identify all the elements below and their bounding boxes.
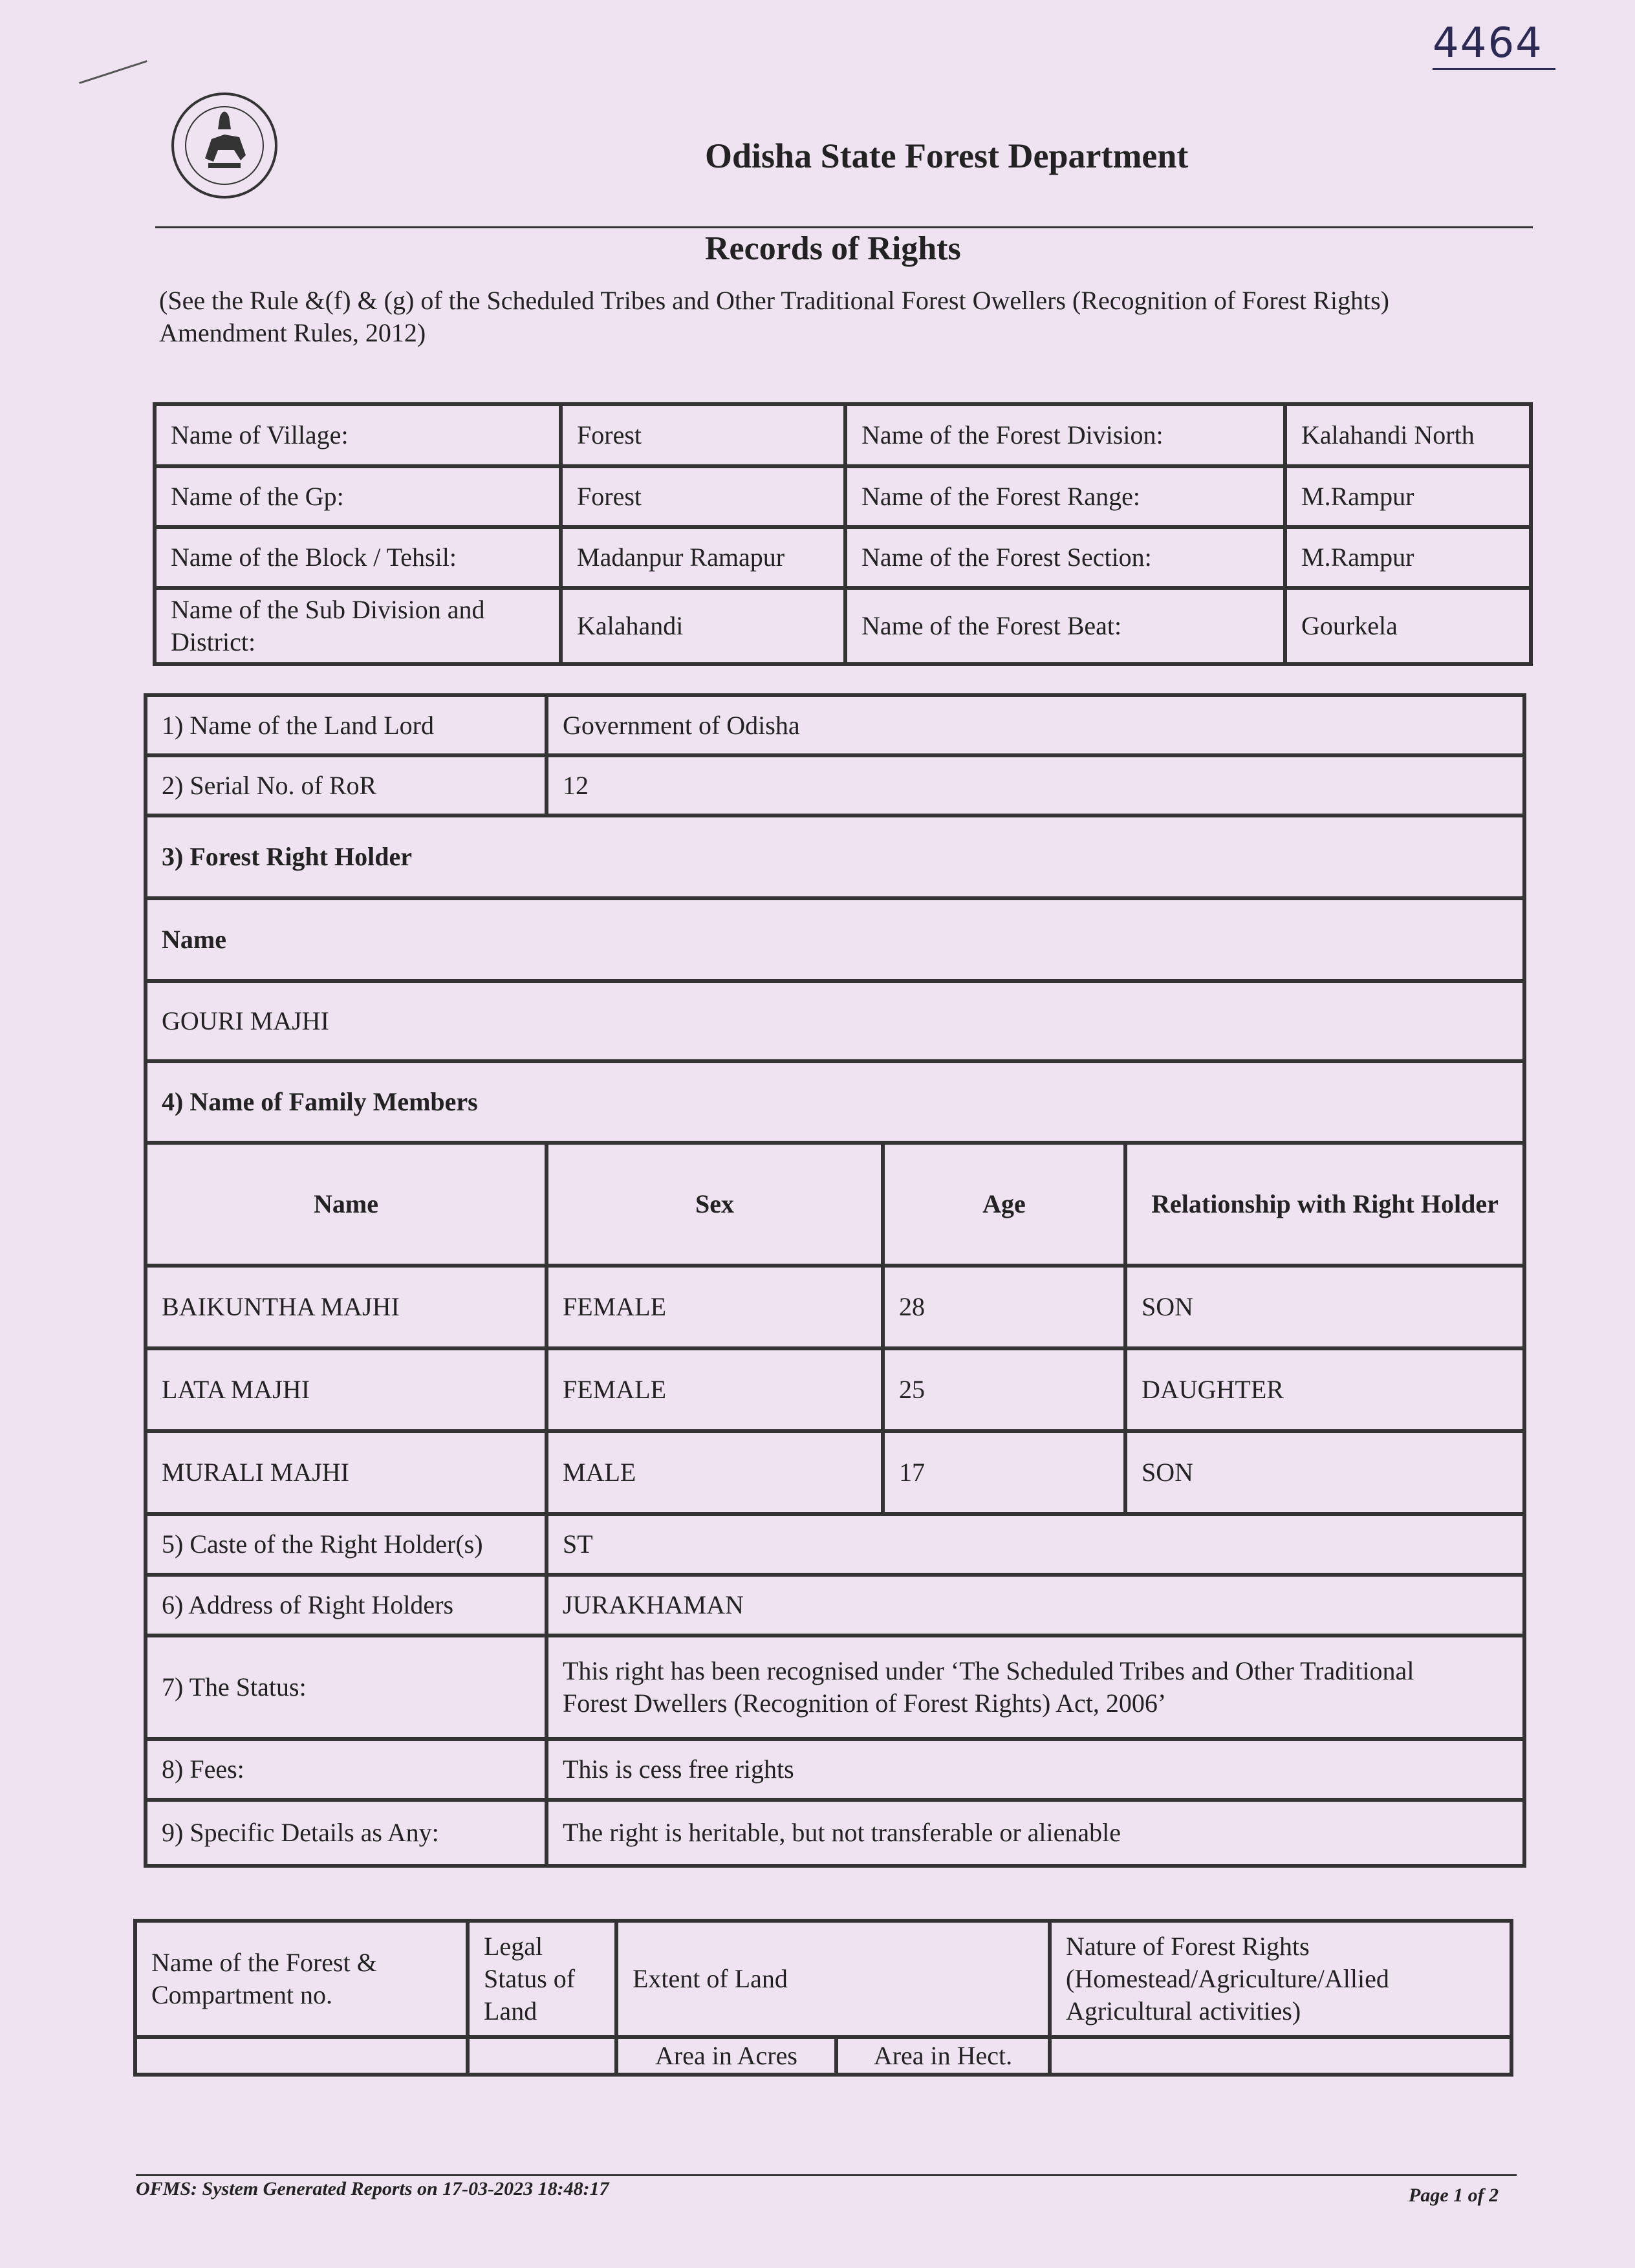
land-lord-label: 1) Name of the Land Lord xyxy=(146,695,547,755)
table-row xyxy=(146,1431,1524,1514)
family-col-sex: Sex xyxy=(547,1143,883,1266)
handwritten-number: 4464 xyxy=(1433,19,1543,67)
fees-label: 8) Fees: xyxy=(146,1739,547,1800)
legal-status-label: Legal Status of Land xyxy=(468,1921,616,2037)
member-sex: FEMALE xyxy=(547,1348,883,1431)
gp-value: Forest xyxy=(561,466,845,527)
member-age: 28 xyxy=(883,1266,1125,1348)
member-relation: DAUGHTER xyxy=(1125,1348,1524,1431)
serial-label: 2) Serial No. of RoR xyxy=(146,755,547,815)
extent-of-land-label: Extent of Land xyxy=(616,1921,1050,2037)
status-value xyxy=(547,1636,1524,1739)
block-label: Name of the Block / Tehsil: xyxy=(155,527,561,588)
member-sex: FEMALE xyxy=(547,1266,883,1348)
handwritten-underline xyxy=(1433,68,1555,70)
details-value: The right is heritable, but not transferable or alienable xyxy=(547,1800,1524,1866)
department-title: Odisha State Forest Department xyxy=(705,136,1189,175)
range-label: Name of the Forest Range: xyxy=(845,466,1285,527)
nature-of-rights-label: Nature of Forest Rights (Homestead/Agriculture/Allied Agricultural activities) xyxy=(1050,1921,1511,2037)
member-age: 17 xyxy=(883,1431,1125,1514)
beat-value: Gourkela xyxy=(1285,588,1531,664)
holder-name-heading: Name xyxy=(146,898,1524,981)
address-label: 6) Address of Right Holders xyxy=(146,1575,547,1636)
family-heading: 4) Name of Family Members xyxy=(146,1061,1524,1143)
area-hect-label: Area in Hect. xyxy=(836,2037,1050,2075)
member-name: LATA MAJHI xyxy=(146,1348,547,1431)
village-value: Forest xyxy=(561,404,845,466)
document-title: Records of Rights xyxy=(705,230,961,267)
forest-compartment-value xyxy=(135,2037,468,2075)
footer-generated-note: OFMS: System Generated Reports on 17-03-2023 18:48:17 xyxy=(136,2178,609,2199)
gp-label: Name of the Gp: xyxy=(155,466,561,527)
details-label: 9) Specific Details as Any: xyxy=(146,1800,547,1866)
member-name: MURALI MAJHI xyxy=(146,1431,547,1514)
land-table xyxy=(133,1919,1513,2077)
land-lord-value: Government of Odisha xyxy=(547,695,1524,755)
block-value: Madanpur Ramapur xyxy=(561,527,845,588)
status-label: 7) The Status: xyxy=(146,1636,547,1739)
member-relation: SON xyxy=(1125,1266,1524,1348)
caste-value: ST xyxy=(547,1514,1524,1575)
nature-of-rights-value xyxy=(1050,2037,1511,2075)
status-line-1: This right has been recognised under ‘The Scheduled Tribes and Other Traditional xyxy=(563,1656,1414,1685)
member-sex: MALE xyxy=(547,1431,883,1514)
division-value: Kalahandi North xyxy=(1285,404,1531,466)
family-col-relationship: Relationship with Right Holder xyxy=(1125,1143,1524,1266)
caste-label: 5) Caste of the Right Holder(s) xyxy=(146,1514,547,1575)
holder-name: GOURI MAJHI xyxy=(146,981,1524,1061)
member-age: 25 xyxy=(883,1348,1125,1431)
table-row xyxy=(146,1266,1524,1348)
member-relation: SON xyxy=(1125,1431,1524,1514)
address-value: JURAKHAMAN xyxy=(547,1575,1524,1636)
subdivision-label: Name of the Sub Division and District: xyxy=(155,588,561,664)
section-value: M.Rampur xyxy=(1285,527,1531,588)
legal-status-value xyxy=(468,2037,616,2075)
header-divider xyxy=(155,226,1533,228)
location-table xyxy=(153,402,1533,666)
fees-value: This is cess free rights xyxy=(547,1739,1524,1800)
holder-heading: 3) Forest Right Holder xyxy=(146,815,1524,898)
serial-value: 12 xyxy=(547,755,1524,815)
status-line-2: Forest Dwellers (Recognition of Forest Rights) Act, 2006’ xyxy=(563,1689,1167,1718)
village-label: Name of Village: xyxy=(155,404,561,466)
footer-divider xyxy=(136,2174,1517,2176)
member-name: BAIKUNTHA MAJHI xyxy=(146,1266,547,1348)
area-acres-label: Area in Acres xyxy=(616,2037,836,2075)
family-col-name: Name xyxy=(146,1143,547,1266)
odisha-emblem-icon xyxy=(169,91,279,200)
section-label: Name of the Forest Section: xyxy=(845,527,1285,588)
rule-note: (See the Rule &(f) & (g) of the Scheduled Tribes and Other Traditional Forest Owellers (Recognition of Forest Rights) Amendment Rules, 2012) xyxy=(159,286,1389,347)
page-number: Page 1 of 2 xyxy=(1409,2185,1499,2206)
family-col-age: Age xyxy=(883,1143,1125,1266)
record-table xyxy=(144,693,1526,1868)
beat-label: Name of the Forest Beat: xyxy=(845,588,1285,664)
subdivision-value: Kalahandi xyxy=(561,588,845,664)
forest-compartment-label: Name of the Forest & Compartment no. xyxy=(135,1921,468,2037)
table-row xyxy=(146,1348,1524,1431)
pen-mark xyxy=(79,60,147,84)
range-value: M.Rampur xyxy=(1285,466,1531,527)
division-label: Name of the Forest Division: xyxy=(845,404,1285,466)
